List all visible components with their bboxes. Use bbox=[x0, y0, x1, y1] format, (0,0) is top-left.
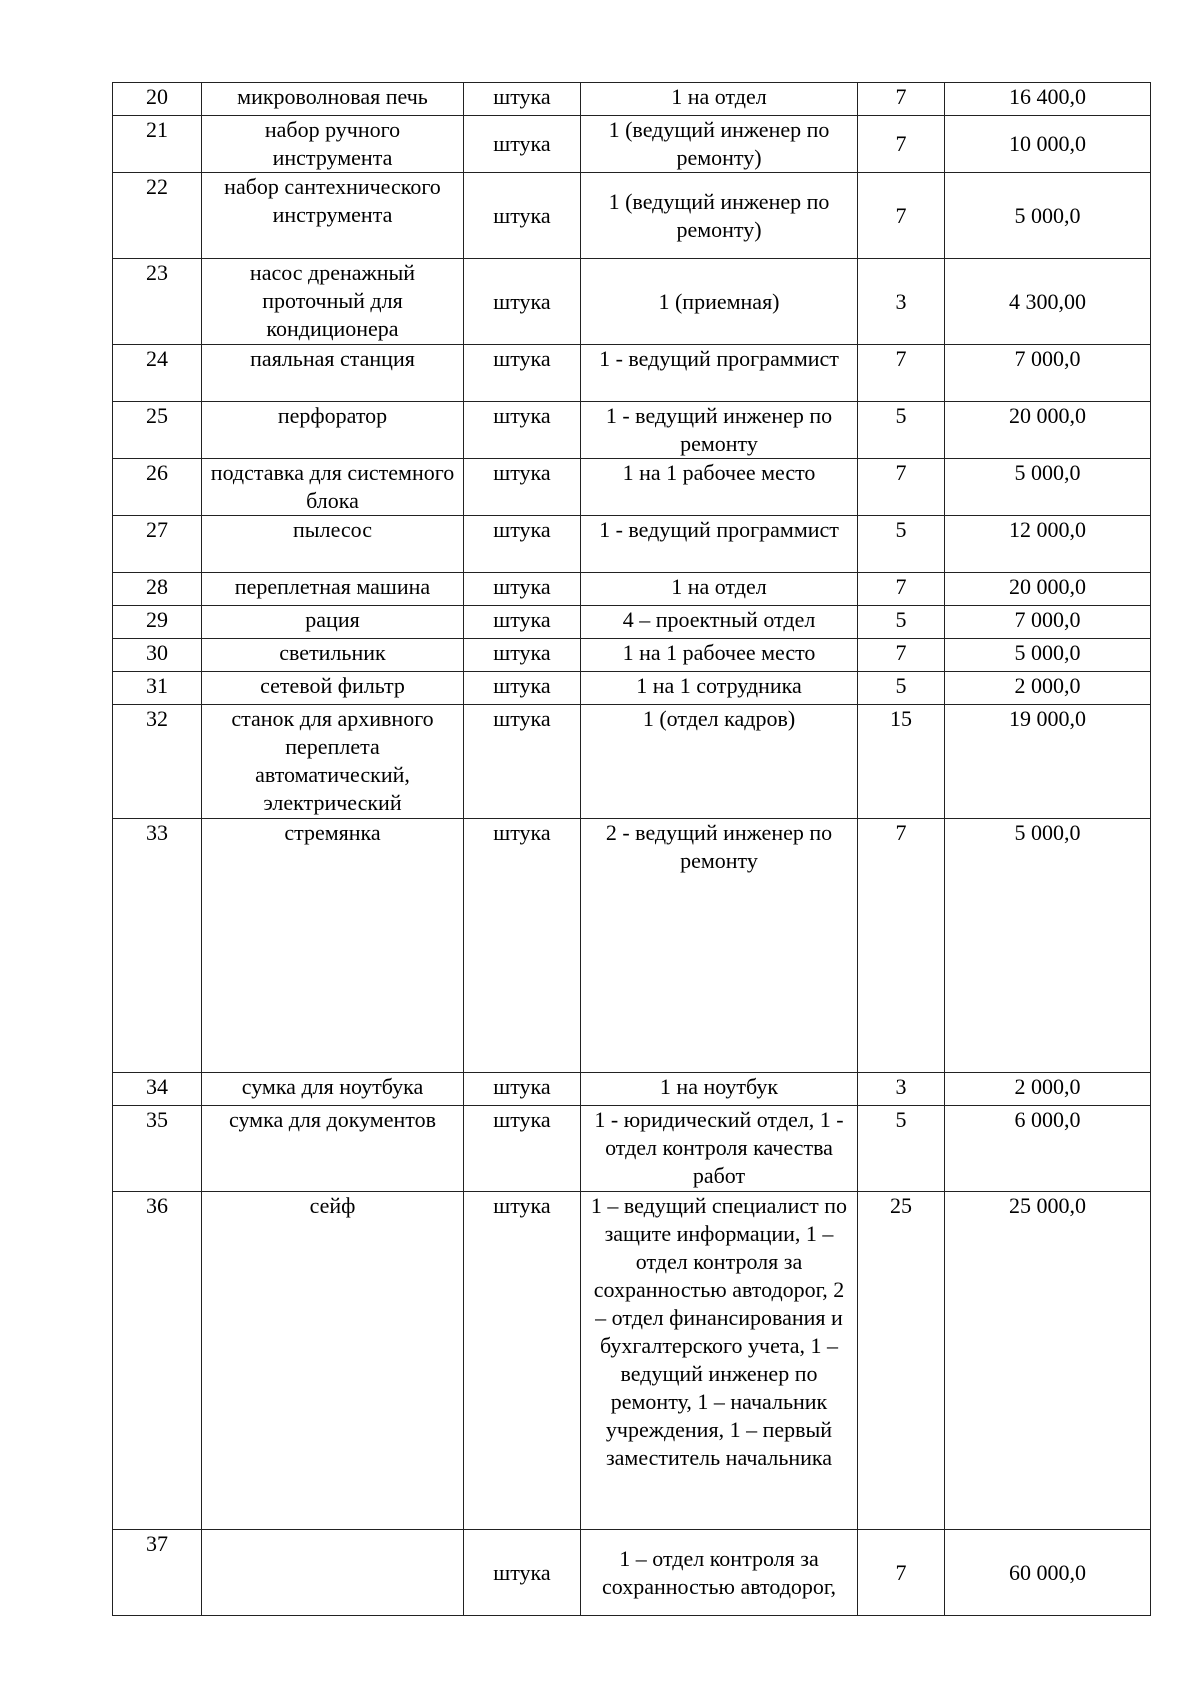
item-unit: штука bbox=[464, 83, 581, 116]
item-unit: штука bbox=[464, 173, 581, 259]
table-row bbox=[113, 116, 1151, 173]
item-norm: 1 на отдел bbox=[581, 83, 858, 116]
item-term: 7 bbox=[858, 1530, 945, 1616]
item-norm: 1 на ноутбук bbox=[581, 1073, 858, 1106]
item-norm: 1 - ведущий программист bbox=[581, 345, 858, 402]
item-price: 4 300,00 bbox=[945, 259, 1151, 345]
item-norm: 1 на 1 рабочее место bbox=[581, 459, 858, 516]
item-norm: 1 на 1 сотрудника bbox=[581, 672, 858, 705]
item-unit: штука bbox=[464, 116, 581, 173]
item-price: 5 000,0 bbox=[945, 639, 1151, 672]
item-price: 5 000,0 bbox=[945, 459, 1151, 516]
table-row bbox=[113, 819, 1151, 1073]
item-name: паяльная станция bbox=[202, 345, 464, 402]
item-term: 7 bbox=[858, 459, 945, 516]
item-price: 7 000,0 bbox=[945, 606, 1151, 639]
item-norm: 1 - ведущий инженер по ремонту bbox=[581, 402, 858, 459]
item-unit: штука bbox=[464, 259, 581, 345]
row-number: 32 bbox=[113, 705, 202, 819]
item-name: сетевой фильтр bbox=[202, 672, 464, 705]
item-name: перфоратор bbox=[202, 402, 464, 459]
table-row bbox=[113, 672, 1151, 705]
row-number: 22 bbox=[113, 173, 202, 259]
item-price: 25 000,0 bbox=[945, 1192, 1151, 1530]
item-norm: 1 (приемная) bbox=[581, 259, 858, 345]
item-price: 6 000,0 bbox=[945, 1106, 1151, 1192]
item-norm: 1 - ведущий программист bbox=[581, 516, 858, 573]
table-row bbox=[113, 1073, 1151, 1106]
row-number: 30 bbox=[113, 639, 202, 672]
item-unit: штука bbox=[464, 672, 581, 705]
item-term: 3 bbox=[858, 1073, 945, 1106]
item-name: рация bbox=[202, 606, 464, 639]
row-number: 29 bbox=[113, 606, 202, 639]
item-norm: 1 (ведущий инженер по ремонту) bbox=[581, 173, 858, 259]
item-name: пылесос bbox=[202, 516, 464, 573]
item-name: микроволновая печь bbox=[202, 83, 464, 116]
item-norm: 4 – проектный отдел bbox=[581, 606, 858, 639]
item-unit: штука bbox=[464, 1106, 581, 1192]
item-norm: 1 – отдел контроля за сохранностью автодорог, bbox=[581, 1530, 858, 1616]
table-row bbox=[113, 402, 1151, 459]
item-norm: 1 (ведущий инженер по ремонту) bbox=[581, 116, 858, 173]
table-row bbox=[113, 173, 1151, 259]
item-term: 7 bbox=[858, 819, 945, 1073]
table-row bbox=[113, 83, 1151, 116]
item-term: 5 bbox=[858, 1106, 945, 1192]
item-name: набор сантехнического инструмента bbox=[202, 173, 464, 259]
item-name bbox=[202, 1530, 464, 1616]
table-row bbox=[113, 259, 1151, 345]
item-norm: 1 – ведущий специалист по защите информации, 1 – отдел контроля за сохранностью автодорог, 2 – отдел финансирования и бухгалтерского учета, 1 – ведущий инженер по ремонту, 1 – начальник учреждения, 1 – первый заместитель начальника bbox=[581, 1192, 858, 1530]
table-row bbox=[113, 516, 1151, 573]
equipment-norms-table bbox=[112, 82, 1151, 1616]
row-number: 25 bbox=[113, 402, 202, 459]
item-price: 2 000,0 bbox=[945, 1073, 1151, 1106]
item-name: стремянка bbox=[202, 819, 464, 1073]
item-term: 7 bbox=[858, 573, 945, 606]
row-number: 37 bbox=[113, 1530, 202, 1616]
item-term: 15 bbox=[858, 705, 945, 819]
item-price: 20 000,0 bbox=[945, 402, 1151, 459]
item-name: сейф bbox=[202, 1192, 464, 1530]
item-unit: штука bbox=[464, 819, 581, 1073]
row-number: 26 bbox=[113, 459, 202, 516]
item-name: светильник bbox=[202, 639, 464, 672]
table-row bbox=[113, 459, 1151, 516]
item-price: 20 000,0 bbox=[945, 573, 1151, 606]
table-row bbox=[113, 1192, 1151, 1530]
item-price: 2 000,0 bbox=[945, 672, 1151, 705]
item-name: сумка для ноутбука bbox=[202, 1073, 464, 1106]
table-row bbox=[113, 606, 1151, 639]
row-number: 20 bbox=[113, 83, 202, 116]
item-term: 7 bbox=[858, 345, 945, 402]
item-norm: 1 на 1 рабочее место bbox=[581, 639, 858, 672]
item-price: 10 000,0 bbox=[945, 116, 1151, 173]
item-name: переплетная машина bbox=[202, 573, 464, 606]
item-term: 5 bbox=[858, 516, 945, 573]
item-norm: 1 (отдел кадров) bbox=[581, 705, 858, 819]
item-unit: штука bbox=[464, 516, 581, 573]
item-norm: 1 - юридический отдел, 1 - отдел контроля качества работ bbox=[581, 1106, 858, 1192]
item-unit: штука bbox=[464, 402, 581, 459]
item-norm: 2 - ведущий инженер по ремонту bbox=[581, 819, 858, 1073]
table-row bbox=[113, 639, 1151, 672]
item-term: 5 bbox=[858, 672, 945, 705]
item-price: 19 000,0 bbox=[945, 705, 1151, 819]
item-unit: штука bbox=[464, 1530, 581, 1616]
item-price: 7 000,0 bbox=[945, 345, 1151, 402]
row-number: 23 bbox=[113, 259, 202, 345]
table-row bbox=[113, 1106, 1151, 1192]
item-norm: 1 на отдел bbox=[581, 573, 858, 606]
row-number: 33 bbox=[113, 819, 202, 1073]
item-term: 25 bbox=[858, 1192, 945, 1530]
table-row bbox=[113, 345, 1151, 402]
table-row bbox=[113, 1530, 1151, 1616]
item-unit: штука bbox=[464, 1192, 581, 1530]
row-number: 34 bbox=[113, 1073, 202, 1106]
item-name: станок для архивного переплета автоматический, электрический bbox=[202, 705, 464, 819]
item-name: сумка для документов bbox=[202, 1106, 464, 1192]
item-price: 5 000,0 bbox=[945, 819, 1151, 1073]
item-name: насос дренажный проточный для кондиционера bbox=[202, 259, 464, 345]
item-price: 60 000,0 bbox=[945, 1530, 1151, 1616]
item-unit: штука bbox=[464, 606, 581, 639]
item-name: набор ручного инструмента bbox=[202, 116, 464, 173]
item-name: подставка для системного блока bbox=[202, 459, 464, 516]
item-term: 3 bbox=[858, 259, 945, 345]
item-unit: штука bbox=[464, 705, 581, 819]
item-term: 7 bbox=[858, 83, 945, 116]
row-number: 21 bbox=[113, 116, 202, 173]
row-number: 27 bbox=[113, 516, 202, 573]
item-price: 12 000,0 bbox=[945, 516, 1151, 573]
table-row bbox=[113, 705, 1151, 819]
row-number: 24 bbox=[113, 345, 202, 402]
item-price: 16 400,0 bbox=[945, 83, 1151, 116]
item-term: 5 bbox=[858, 402, 945, 459]
table-row bbox=[113, 573, 1151, 606]
row-number: 31 bbox=[113, 672, 202, 705]
item-unit: штука bbox=[464, 1073, 581, 1106]
item-unit: штука bbox=[464, 639, 581, 672]
item-price: 5 000,0 bbox=[945, 173, 1151, 259]
item-unit: штука bbox=[464, 459, 581, 516]
item-term: 7 bbox=[858, 116, 945, 173]
row-number: 35 bbox=[113, 1106, 202, 1192]
item-unit: штука bbox=[464, 345, 581, 402]
item-term: 7 bbox=[858, 173, 945, 259]
item-term: 5 bbox=[858, 606, 945, 639]
item-unit: штука bbox=[464, 573, 581, 606]
item-term: 7 bbox=[858, 639, 945, 672]
row-number: 28 bbox=[113, 573, 202, 606]
row-number: 36 bbox=[113, 1192, 202, 1530]
